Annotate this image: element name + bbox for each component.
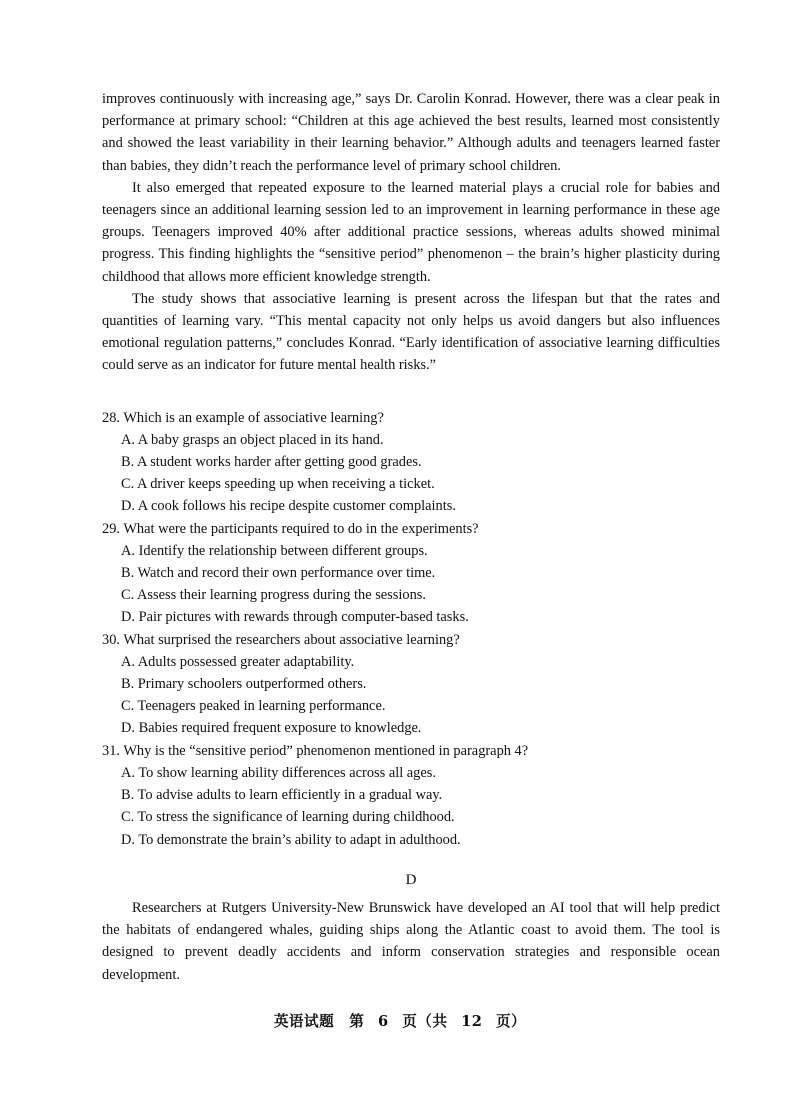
passage-paragraph: improves continuously with increasing age,” says Dr. Carolin Konrad. However, there was a clear peak in performance at primary school: “Children at this age achieved the best results, learned most consistently and showed the least variability in their learning behavior.” Although adults and teenagers learned faster than babies, they didn’t reach the performance level of primary school children. [102, 91, 720, 174]
option-c: C. Teenagers peaked in learning performance. [121, 698, 386, 715]
option-b: B. To advise adults to learn efficiently in a gradual way. [121, 787, 443, 804]
option-a: A. Identify the relationship between different groups. [121, 542, 428, 559]
section-heading: D [405, 871, 417, 888]
option-c: C. A driver keeps speeding up when receiving a ticket. [121, 476, 435, 493]
option-c: C. Assess their learning progress during the sessions. [121, 587, 426, 604]
option-b: B. A student works harder after getting good grades. [121, 454, 422, 471]
option-d: D. Pair pictures with rewards through computer-based tasks. [121, 609, 469, 626]
question-stem: 29. What were the participants required to do in the experiments? [102, 520, 479, 537]
option-a: A. A baby grasps an object placed in its hand. [121, 431, 384, 448]
question-stem: 30. What surprised the researchers about associative learning? [102, 631, 460, 648]
option-d: D. A cook follows his recipe despite customer complaints. [121, 498, 456, 515]
question-list [102, 407, 720, 851]
option-d: D. Babies required frequent exposure to knowledge. [121, 720, 422, 737]
option-a: A. To show learning ability differences across all ages. [121, 764, 436, 781]
passage-c [102, 88, 720, 377]
option-b: B. Primary schoolers outperformed others. [121, 676, 367, 693]
page-footer: 英语试题 第 6 页（共 12 页） [273, 1013, 527, 1030]
section-d-paragraph: Researchers at Rutgers University-New Brunswick have developed an AI tool that will help predict the habitats of endangered whales, guiding ships along the Atlantic coast to avoid them. The tool is designed to prevent deadly accidents and inform conservation strategies and responsible ocean development. [102, 899, 720, 983]
question-stem: 28. Which is an example of associative learning? [102, 409, 384, 426]
question-28 [102, 407, 720, 518]
option-b: B. Watch and record their own performance over time. [121, 565, 436, 582]
exam-page [102, 88, 720, 986]
option-d: D. To demonstrate the brain’s ability to adapt in adulthood. [121, 831, 461, 848]
question-30 [102, 629, 720, 740]
passage-paragraph: The study shows that associative learning is present across the lifespan but that the rates and quantities of learning vary. “This mental capacity not only helps us avoid dangers but also influences emotional regulation patterns,” concludes Konrad. “Early identification of associative learning difficulties could serve as an indicator for future mental health risks.” [102, 290, 720, 374]
option-c: C. To stress the significance of learning during childhood. [121, 809, 455, 826]
question-29 [102, 518, 720, 629]
question-31 [102, 740, 720, 851]
option-a: A. Adults possessed greater adaptability. [121, 653, 355, 670]
passage-paragraph: It also emerged that repeated exposure to the learned material plays a crucial role for babies and teenagers since an additional learning session led to an improvement in learning performance in these age groups. Teenagers improved 40% after additional practice sessions, whereas adults showed minimal progress. This finding highlights the “sensitive period” phenomenon – the brain’s higher plasticity during childhood that allows more efficient knowledge strength. [102, 179, 720, 285]
question-stem: 31. Why is the “sensitive period” phenomenon mentioned in paragraph 4? [102, 742, 529, 759]
